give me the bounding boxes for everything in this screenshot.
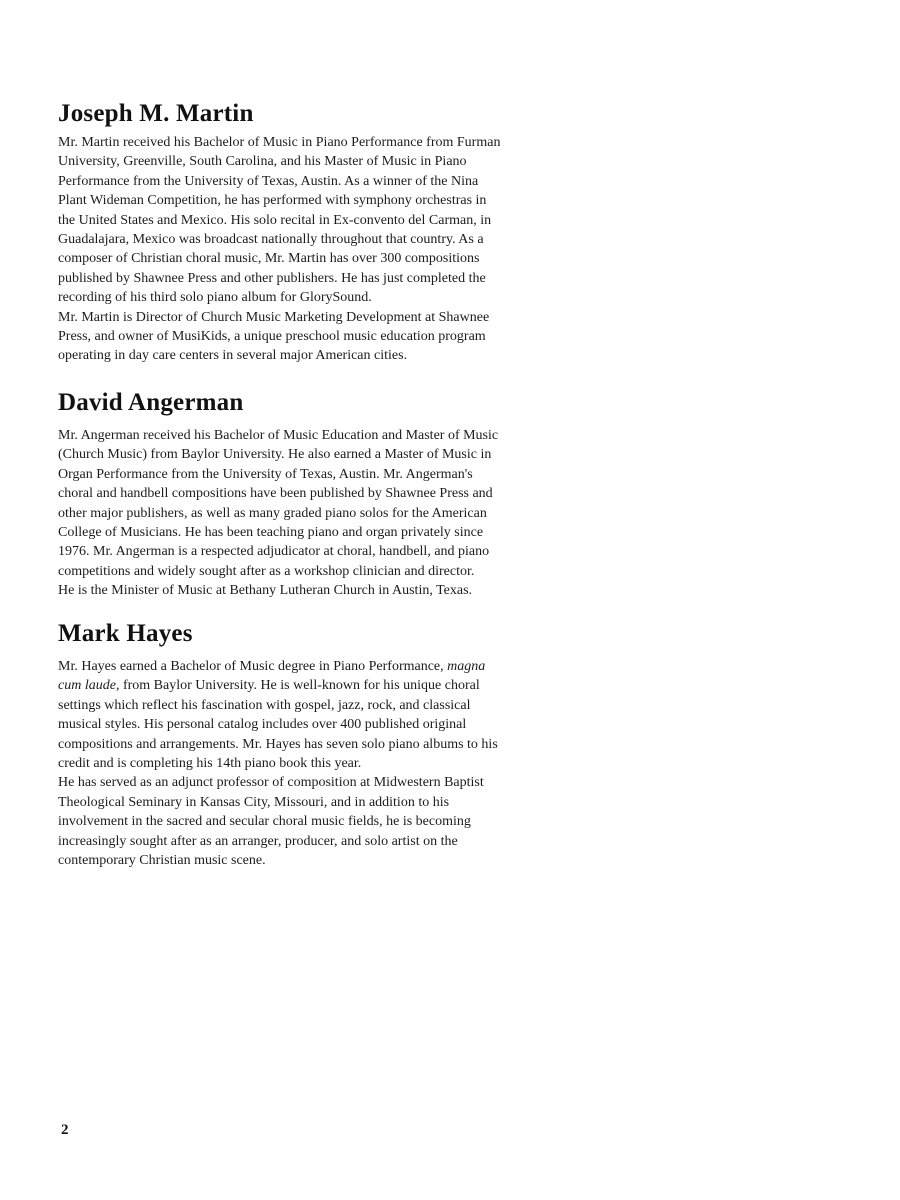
text-line: the United States and Mexico. His solo recital in Ex-convento del Carman, in bbox=[58, 212, 492, 228]
text-line bbox=[58, 676, 578, 695]
text-line: Mr. Martin is Director of Church Music Marketing Development at Shawnee bbox=[58, 309, 490, 325]
bio-paragraph bbox=[58, 426, 578, 601]
text-line: operating in day care centers in several major American cities. bbox=[58, 348, 408, 364]
text-line: involvement in the sacred and secular choral music fields, he is becoming bbox=[58, 814, 471, 830]
text-line: (Church Music) from Baylor University. He also earned a Master of Music in bbox=[58, 447, 492, 463]
text-line: Theological Seminary in Kansas City, Missouri, and in addition to his bbox=[58, 794, 450, 810]
text-line: Mr. Angerman received his Bachelor of Music Education and Master of Music bbox=[58, 428, 499, 443]
text-line: composer of Christian choral music, Mr. Martin has over 300 compositions bbox=[58, 251, 480, 267]
text-line: Guadalajara, Mexico was broadcast nationally throughout that country. As a bbox=[58, 232, 484, 248]
text-line: Mr. Martin received his Bachelor of Music in Piano Performance from Furman bbox=[58, 135, 501, 150]
text-line bbox=[58, 657, 578, 676]
text-line: College of Musicians. He has been teaching piano and organ privately since bbox=[58, 525, 484, 541]
text-run: Mr. Hayes earned a Bachelor of Music degree in Piano Performance, bbox=[58, 659, 448, 674]
text-line: competitions and widely sought after as a workshop clinician and director. bbox=[58, 563, 475, 579]
bio-paragraph bbox=[58, 133, 578, 308]
text-run: , from Baylor University. He is well-known for his unique choral bbox=[115, 678, 480, 694]
italic-phrase: magna bbox=[447, 659, 486, 674]
bio-paragraph bbox=[58, 657, 578, 773]
bio-name: Joseph M. Martin bbox=[58, 100, 254, 127]
bio-name: Mark Hayes bbox=[58, 620, 193, 647]
text-line: compositions and arrangements. Mr. Hayes has seven solo piano albums to his bbox=[58, 736, 498, 752]
text-line: musical styles. His personal catalog includes over 400 published original bbox=[58, 717, 467, 733]
bio-mark-hayes bbox=[58, 618, 578, 870]
text-line: contemporary Christian music scene. bbox=[58, 853, 266, 869]
text-line: settings which reflect his fascination with gospel, jazz, rock, and classical bbox=[58, 697, 471, 713]
text-line: Organ Performance from the University of Texas, Austin. Mr. Angerman's bbox=[58, 466, 473, 482]
bio-paragraph bbox=[58, 773, 578, 870]
text-line: University, Greenville, South Carolina, and his Master of Music in Piano bbox=[58, 154, 467, 170]
bio-paragraph bbox=[58, 308, 578, 366]
text-line: other major publishers, as well as many graded piano solos for the American bbox=[58, 505, 487, 521]
bio-joseph-martin bbox=[58, 98, 578, 366]
text-line: increasingly sought after as an arranger, producer, and solo artist on the bbox=[58, 833, 458, 849]
text-line: Plant Wideman Competition, he has performed with symphony orchestras in bbox=[58, 193, 487, 209]
bio-name: David Angerman bbox=[58, 389, 244, 416]
text-line: credit and is completing his 14th piano book this year. bbox=[58, 756, 362, 772]
bio-david-angerman bbox=[58, 387, 578, 601]
text-line: 1976. Mr. Angerman is a respected adjudicator at choral, handbell, and piano bbox=[58, 544, 490, 560]
text-line: He is the Minister of Music at Bethany Lutheran Church in Austin, Texas. bbox=[58, 583, 473, 599]
text-line: published by Shawnee Press and other publishers. He has just completed the bbox=[58, 270, 486, 286]
page-number: 2 bbox=[61, 1122, 69, 1138]
italic-phrase: cum laude bbox=[58, 678, 116, 694]
text-line: Performance from the University of Texas, Austin. As a winner of the Nina bbox=[58, 173, 479, 189]
text-line: Press, and owner of MusiKids, a unique preschool music education program bbox=[58, 329, 486, 345]
text-line: choral and handbell compositions have been published by Shawnee Press and bbox=[58, 486, 493, 502]
text-line: He has served as an adjunct professor of composition at Midwestern Baptist bbox=[58, 775, 484, 791]
text-line: recording of his third solo piano album for GlorySound. bbox=[58, 290, 372, 306]
